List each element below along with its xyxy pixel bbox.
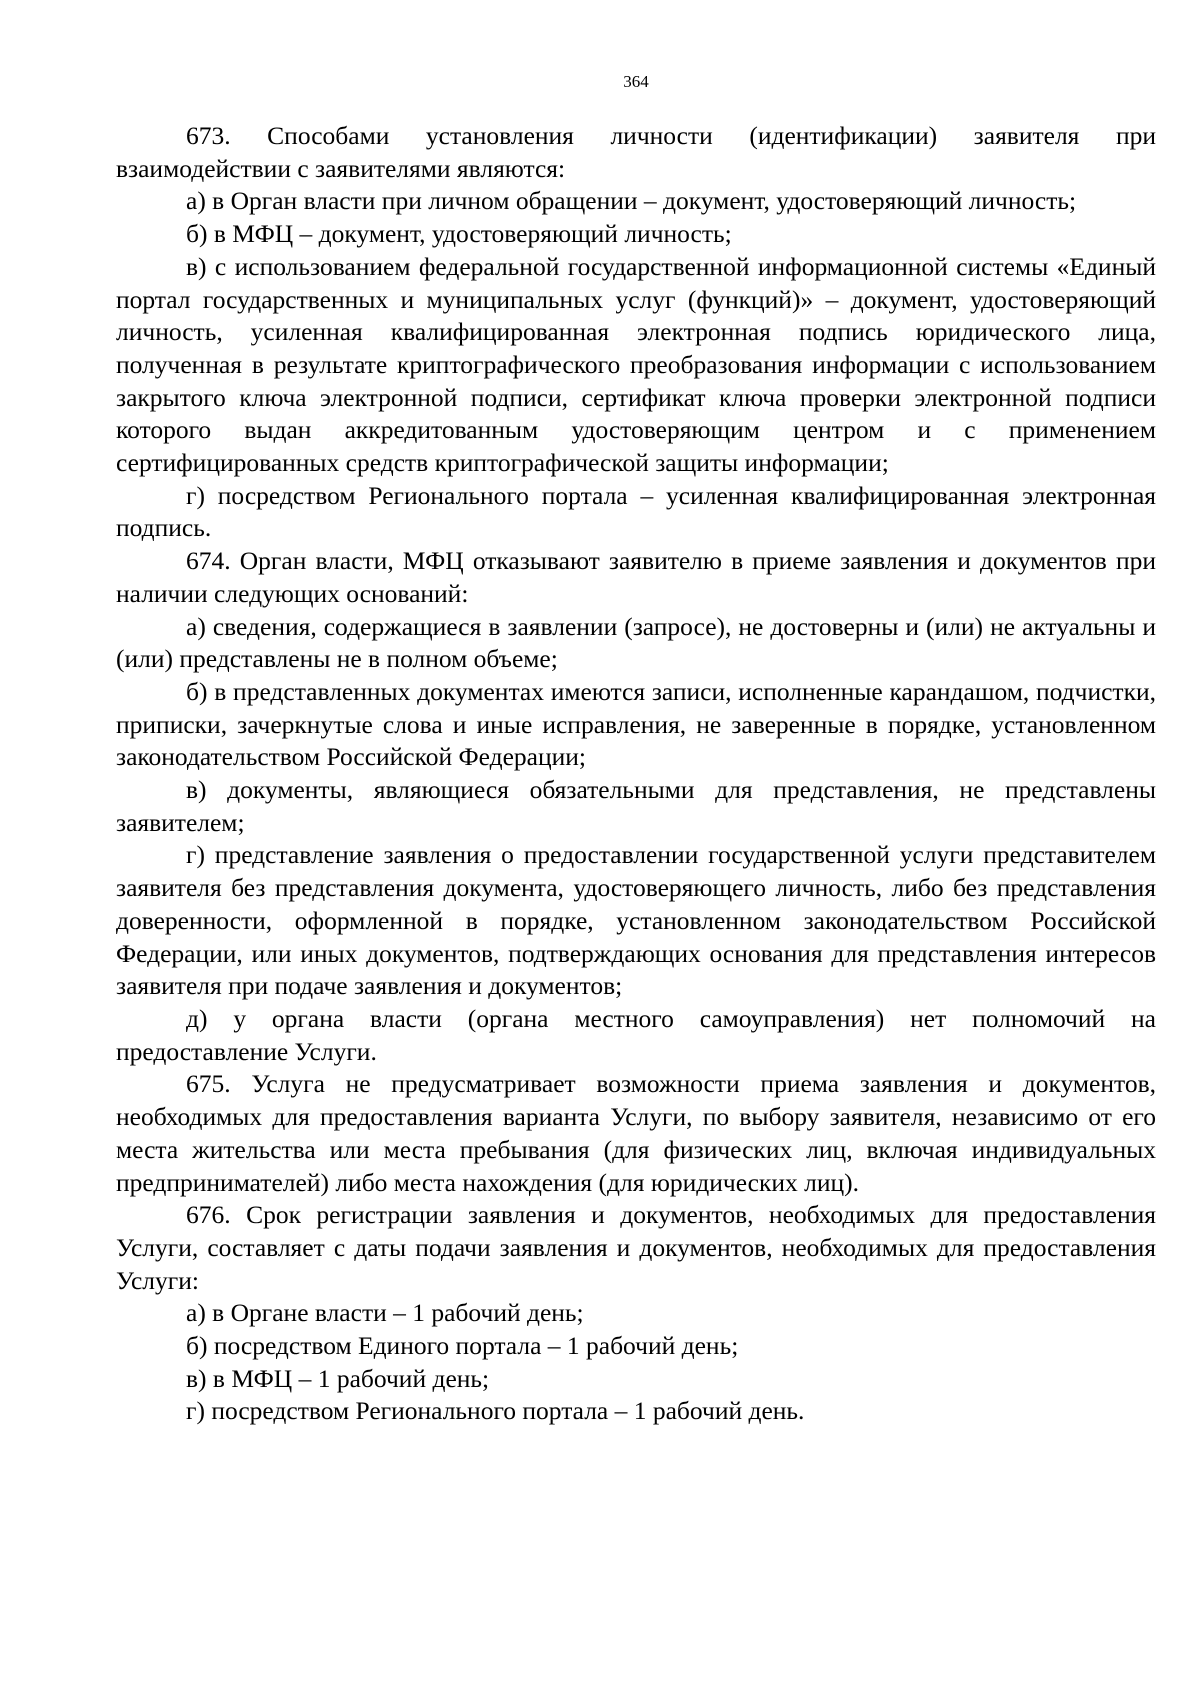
paragraph-676: 676. Срок регистрации заявления и документов, необходимых для предоставления Услуги, составляет с даты подачи заявления и документов, необходимых для предоставления Услуги: (116, 1200, 1156, 1295)
paragraph-674: 674. Орган власти, МФЦ отказывают заявителю в приеме заявления и документов при наличии следующих оснований: (116, 546, 1156, 608)
paragraph-676-v: в) в МФЦ – 1 рабочий день; (186, 1363, 490, 1393)
paragraph-673: 673. Способами установления личности (идентификации) заявителя при взаимодействии с заявителями являются: (116, 121, 1156, 183)
document-body (116, 120, 1156, 1428)
paragraph-676-a: а) в Органе власти – 1 рабочий день; (186, 1298, 584, 1328)
paragraph-673-g: г) посредством Регионального портала – усиленная квалифицированная электронная подпись. (116, 480, 1156, 543)
paragraph-674-b: б) в представленных документах имеются записи, исполненные карандашом, подчистки, приписки, зачеркнутые слова и иные исправления, не заверенные в порядке, установленном законодательством Российской Федерации; (116, 676, 1156, 772)
paragraph-675: 675. Услуга не предусматривает возможности приема заявления и документов, необходимых для предоставления варианта Услуги, по выбору заявителя, независимо от его места жительства или места пребывания (для физических лиц, включая индивидуальных предпринимателей) либо места нахождения (для юридических лиц). (116, 1069, 1156, 1197)
paragraph-676-b: б) посредством Единого портала – 1 рабочий день; (186, 1331, 739, 1361)
paragraph-673-v: в) с использованием федеральной государственной информационной системы «Единый портал государственных и муниципальных услуг (функций)» – документ, удостоверяющий личность, усиленная квалифицированная электронная подпись юридического лица, полученная в результате криптографического преобразования информации с использованием закрытого ключа электронной подписи, сертификат ключа проверки электронной подписи которого выдан аккредитованным удостоверяющим центром и с применением сертифицированных средств криптографической защиты информации; (116, 251, 1156, 478)
paragraph-674-g: г) представление заявления о предоставлении государственной услуги представителем заявителя без представления документа, удостоверяющего личность, либо без представления доверенности, оформленной в порядке, установленном законодательством Российской Федерации, или иных документов, подтверждающих основания для представления интересов заявителя при подаче заявления и документов; (116, 840, 1156, 1001)
paragraph-673-a: а) в Орган власти при личном обращении – документ, удостоверяющий личность; (186, 186, 1077, 216)
paragraph-674-d: д) у органа власти (органа местного самоуправления) нет полномочий на предоставление Услуги. (116, 1003, 1156, 1066)
paragraph-674-v: в) документы, являющиеся обязательными для представления, не представлены заявителем; (116, 775, 1156, 837)
paragraph-674-a: а) сведения, содержащиеся в заявлении (запросе), не достоверны и (или) не актуальны и (или) представлены не в полном объеме; (116, 611, 1156, 674)
paragraph-676-g: г) посредством Регионального портала – 1 рабочий день. (186, 1396, 805, 1426)
page-number: 364 (623, 72, 649, 91)
paragraph-673-b: б) в МФЦ – документ, удостоверяющий личность; (186, 219, 732, 249)
document-page (116, 0, 1156, 1697)
